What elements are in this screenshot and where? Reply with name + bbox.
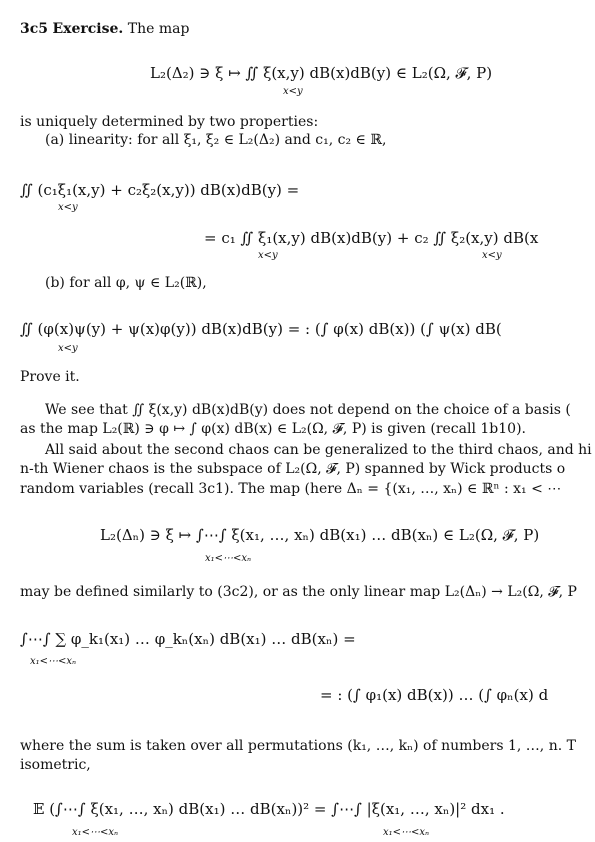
equation-isometry-subscript-a: x₁<⋯<xₙ: [72, 827, 119, 838]
paragraph-2-line-3: random variables (recall 3c1). The map (here Δₙ = {(x₁, …, xₙ) ∈ ℝⁿ : x₁ < ⋯: [20, 481, 562, 497]
equation-map: L₂(Δ₂) ∋ ξ ↦ ∬ ξ(x,y) dB(x)dB(y) ∈ L₂(Ω, 𝓕, P): [150, 64, 493, 82]
equation-property-b: ∬ (φ(x)ψ(y) + ψ(x)φ(y)) dB(x)dB(y) = : (∫ φ(x) dB(x)) (∫ ψ(x) dB(: [20, 320, 502, 338]
exercise-heading: [20, 20, 189, 38]
exercise-lead: The map: [127, 21, 190, 37]
paragraph-2-line-1: All said about the second chaos can be generalized to the third chaos, and hi: [45, 442, 592, 458]
equation-map-subscript: x<y: [283, 86, 303, 97]
text-where-line-1: where the sum is taken over all permutations (k₁, …, kₙ) of numbers 1, …, n. T: [20, 738, 576, 754]
property-a: (a) linearity: for all ξ₁, ξ₂ ∈ L₂(Δ₂) and c₁, c₂ ∈ ℝ,: [45, 132, 387, 148]
equation-sum-1: ∫⋯∫ ∑ φ_k₁(x₁) … φ_kₙ(xₙ) dB(x₁) … dB(xₙ) =: [20, 630, 356, 648]
text-defined-similarly: may be defined similarly to (3c2), or as the only linear map L₂(Δₙ) → L₂(Ω, 𝓕, P: [20, 584, 577, 600]
paragraph-2-line-2: n-th Wiener chaos is the subspace of L₂(Ω, 𝓕, P) spanned by Wick products o: [20, 461, 566, 477]
equation-isometry-subscript-b: x₁<⋯<xₙ: [383, 827, 430, 838]
equation-linearity-1: ∬ (c₁ξ₁(x,y) + c₂ξ₂(x,y)) dB(x)dB(y) =: [20, 181, 300, 199]
text-uniquely-determined: is uniquely determined by two properties:: [20, 114, 319, 130]
paragraph-1-line-2: as the map L₂(ℝ) ∋ φ ↦ ∫ φ(x) dB(x) ∈ L₂(Ω, 𝓕, P) is given (recall 1b10).: [20, 421, 526, 437]
equation-linearity-2-subscript-a: x<y: [258, 250, 278, 261]
equation-n-chaos-subscript: x₁<⋯<xₙ: [205, 553, 252, 564]
property-b: (b) for all φ, ψ ∈ L₂(ℝ),: [45, 275, 207, 291]
prove-it: Prove it.: [20, 369, 80, 385]
paragraph-1-line-1: We see that ∬ ξ(x,y) dB(x)dB(y) does not depend on the choice of a basis (: [45, 402, 571, 418]
exercise-number: 3c5: [20, 21, 49, 37]
equation-n-chaos: L₂(Δₙ) ∋ ξ ↦ ∫⋯∫ ξ(x₁, …, xₙ) dB(x₁) … dB(xₙ) ∈ L₂(Ω, 𝓕, P): [100, 526, 540, 544]
exercise-title: Exercise.: [52, 21, 124, 37]
equation-linearity-2: = c₁ ∬ ξ₁(x,y) dB(x)dB(y) + c₂ ∬ ξ₂(x,y) dB(x: [204, 229, 539, 247]
equation-linearity-2-subscript-b: x<y: [482, 250, 502, 261]
equation-linearity-1-subscript: x<y: [58, 202, 78, 213]
equation-sum-1-subscript: x₁<⋯<xₙ: [30, 656, 77, 667]
text-where-line-2: isometric,: [20, 757, 91, 773]
equation-sum-2: = : (∫ φ₁(x) dB(x)) … (∫ φₙ(x) d: [320, 686, 549, 704]
equation-isometry: 𝔼 (∫⋯∫ ξ(x₁, …, xₙ) dB(x₁) … dB(xₙ))² = ∫⋯∫ |ξ(x₁, …, xₙ)|² dx₁ .: [33, 800, 505, 818]
equation-property-b-subscript: x<y: [58, 343, 78, 354]
